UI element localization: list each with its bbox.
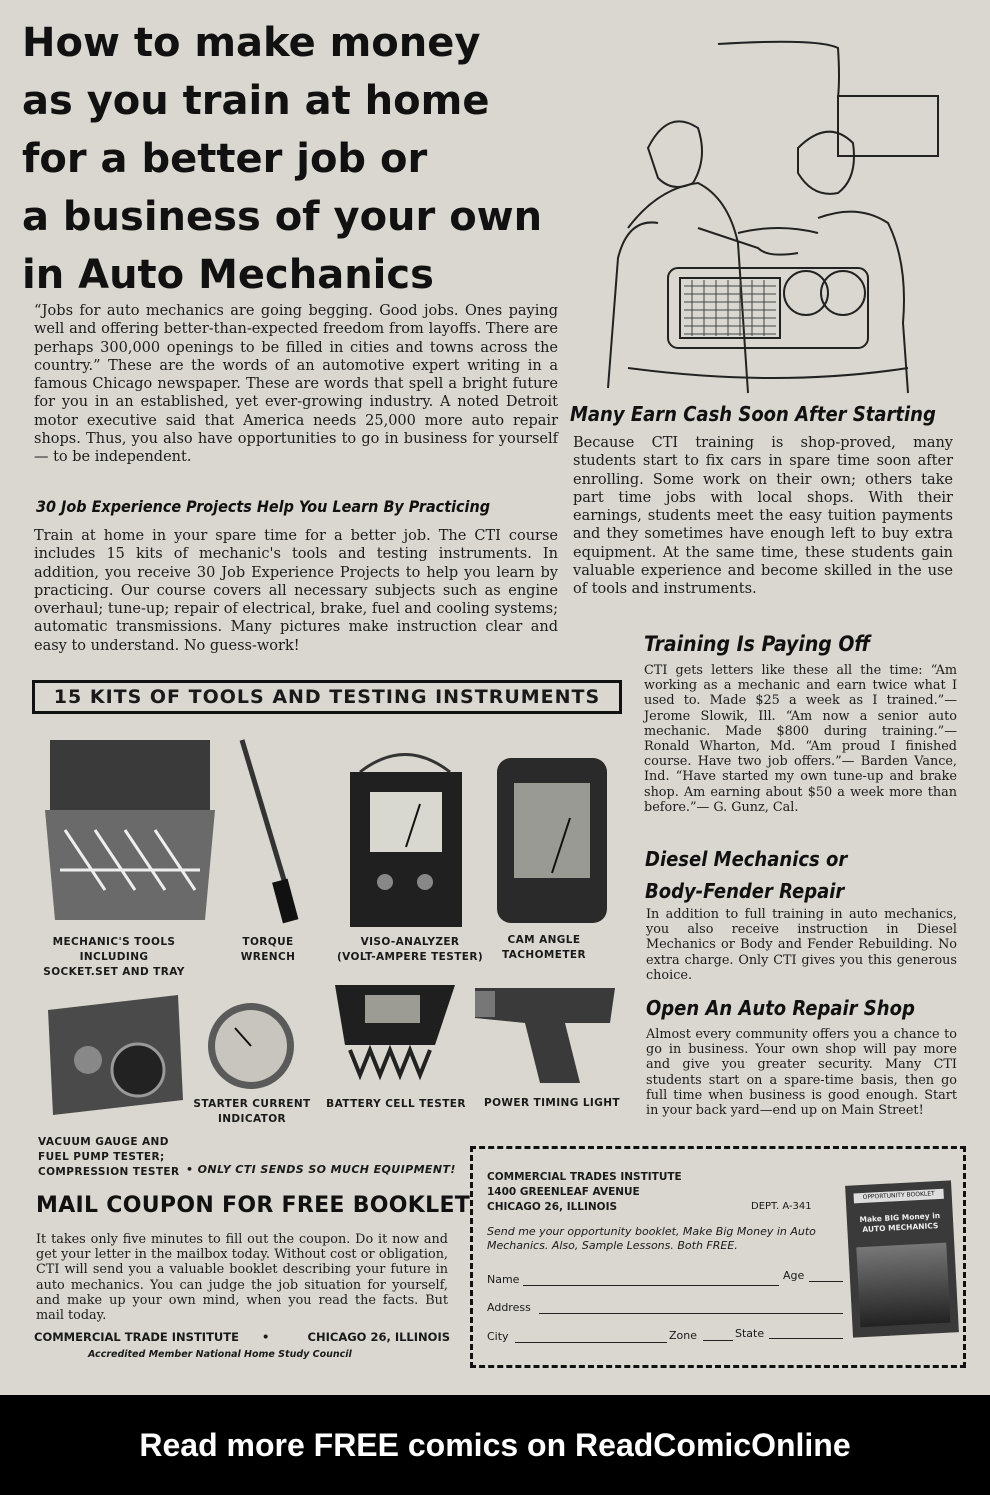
intro-paragraph: “Jobs for auto mechanics are going begging. Good jobs. Ones paying well and offering better-than-expected freedom from layoffs. There are perhaps 300,000 openings to be filled in cities and towns across the country.” These are the words of an automotive expert writing in a famous Chicago newspaper. These are words that spell a bright future for you in an established, yet ever-growing industry. A noted Detroit motor executive said that America needs 25,000 more auto repair shops. Thus, you also have opportunities to go in business for yourself — to be independent. xyxy=(34,303,558,466)
read-more-banner[interactable]: Read more FREE comics on ReadComicOnline xyxy=(0,1395,990,1495)
mail-footer-org: COMMERCIAL TRADE INSTITUTE xyxy=(34,1330,239,1344)
paying-paragraph: CTI gets letters like these all the time: “Am working as a mechanic and earn twice what I used to. Made $25 a week as I trained.”— Jerome Slowik, Ill. “Am now a senior auto mechanic. Made $800 during training.”— Ronald Wharton, Md. “Am proud I finished course. Have two job offers.”— Barden Vance, Ind. “Have started my own tune-up and brake shop. Am earning about $50 a week more than before.”— G. Gunz, Cal. xyxy=(644,663,957,815)
torque-wrench-picture xyxy=(232,730,312,930)
coupon-city-field[interactable] xyxy=(515,1342,667,1343)
mechanics-illustration xyxy=(588,38,968,398)
coupon-zone-field[interactable] xyxy=(703,1340,733,1341)
coupon-address-field[interactable] xyxy=(539,1313,843,1314)
shop-paragraph: Almost every community offers you a chance to go in business. Your own shop will pay more and give you greater security. Many CTI students start on a spare-time basis, then go full time when business is good enough. Start in your back yard—end up on Main Street! xyxy=(646,1027,957,1119)
viso-analyzer-picture xyxy=(340,742,470,932)
mail-heading: MAIL COUPON FOR FREE BOOKLET xyxy=(36,1193,471,1218)
coupon-booklet xyxy=(845,1180,959,1337)
shop-heading: Open An Auto Repair Shop xyxy=(646,996,915,1020)
only-cti-notice: • ONLY CTI SENDS SO MUCH EQUIPMENT! xyxy=(186,1163,456,1176)
starter-current-indicator-picture xyxy=(205,1000,297,1092)
coupon-city: CHICAGO 26, ILLINOIS xyxy=(487,1201,618,1213)
coupon-address-label: Address xyxy=(487,1301,531,1314)
mail-footer-city: CHICAGO 26, ILLINOIS xyxy=(307,1330,450,1344)
tool-caption-battery: BATTERY CELL TESTER xyxy=(326,1098,466,1110)
battery-cell-tester-picture xyxy=(325,975,465,1090)
coupon-age-field[interactable] xyxy=(809,1281,843,1282)
tool-caption-vacuum: VACUUM GAUGE AND FUEL PUMP TESTER; COMPRESSION TESTER xyxy=(38,1136,180,1178)
projects-heading: 30 Job Experience Projects Help You Learn By Practicing xyxy=(36,497,491,516)
coupon-age-label: Age xyxy=(783,1269,805,1282)
tool-caption-tools: MECHANIC'S TOOLS INCLUDING SOCKET.SET AND TRAY xyxy=(43,936,185,978)
mail-footer-dot: • xyxy=(262,1330,270,1344)
projects-paragraph: Train at home in your spare time for a better job. The CTI course includes 15 kits of mechanic's tools and testing instruments. In addition, you receive 30 Job Experience Projects to help you learn by practicing. Our course covers all necessary subjects such as engine overhaul; tune-up; repair of electrical, brake, fuel and cooling systems; automatic transmissions. Many pictures make instruction clear and easy to understand. No guess-work! xyxy=(34,528,558,654)
cam-angle-tachometer-picture xyxy=(492,748,612,928)
diesel-paragraph: In addition to full training in auto mechanics, you also receive instruction in Diesel Mechanics or Body and Fender Rebuilding. No extra charge. Only CTI gives you this generous choice. xyxy=(646,907,957,983)
paying-heading: Training Is Paying Off xyxy=(644,632,871,656)
vacuum-gauge-picture xyxy=(38,990,188,1130)
diesel-heading: Diesel Mechanics or Body-Fender Repair xyxy=(645,847,848,903)
tools-tray-picture xyxy=(40,730,220,935)
headline: How to make money as you train at home for a better job or a business of your own in Auto Mechanics xyxy=(22,20,543,298)
booklet-tag: OPPORTUNITY BOOKLET xyxy=(854,1189,944,1204)
order-coupon xyxy=(470,1146,966,1368)
coupon-zone-label: Zone xyxy=(669,1329,698,1342)
booklet-picture xyxy=(856,1243,950,1328)
tool-caption-viso: VISO-ANALYZER (VOLT-AMPERE TESTER) xyxy=(336,936,484,963)
tool-caption-starter: STARTER CURRENT INDICATOR xyxy=(193,1098,311,1125)
coupon-name-label: Name xyxy=(487,1273,520,1286)
mail-footer xyxy=(34,1330,450,1344)
accredited-note: Accredited Member National Home Study Council xyxy=(88,1349,352,1360)
booklet-title: Make BIG Money in AUTO MECHANICS xyxy=(859,1210,941,1235)
power-timing-light-picture xyxy=(470,983,620,1088)
coupon-street: 1400 GREENLEAF AVENUE xyxy=(487,1186,640,1198)
tool-caption-timing: POWER TIMING LIGHT xyxy=(484,1097,620,1109)
coupon-org: COMMERCIAL TRADES INSTITUTE xyxy=(487,1171,682,1183)
coupon-state-label: State xyxy=(735,1327,765,1340)
coupon-city-label: City xyxy=(487,1330,509,1343)
coupon-name-field[interactable] xyxy=(523,1285,779,1286)
cash-heading: Many Earn Cash Soon After Starting xyxy=(570,402,936,426)
cash-paragraph: Because CTI training is shop-proved, many students start to fix cars in spare time soon after enrolling. Some work on their own; others take part time jobs with local shops. With their earnings, students meet the easy tuition payments and they sometimes have enough left to buy extra equipment. At the same time, these students gain valuable experience and become skilled in the use of tools and instruments. xyxy=(573,435,953,598)
tool-caption-torque: TORQUE WRENCH xyxy=(240,936,296,963)
kits-title-box: 15 KITS OF TOOLS AND TESTING INSTRUMENTS xyxy=(32,680,622,714)
coupon-request: Send me your opportunity booklet, Make Big Money in Auto Mechanics. Also, Sample Lessons. Both FREE. xyxy=(487,1225,816,1252)
coupon-state-field[interactable] xyxy=(769,1338,843,1339)
coupon-dept: DEPT. A-341 xyxy=(751,1201,812,1212)
mail-paragraph: It takes only five minutes to fill out the coupon. Do it now and get your letter in the mailbox today. Without cost or obligation, CTI will send you a valuable booklet describing your future in auto mechanics. You can judge the job situation for yourself, and make up your own mind, when you read the facts. But mail today. xyxy=(36,1232,448,1324)
tool-caption-cam: CAM ANGLE TACHOMETER xyxy=(502,934,586,961)
